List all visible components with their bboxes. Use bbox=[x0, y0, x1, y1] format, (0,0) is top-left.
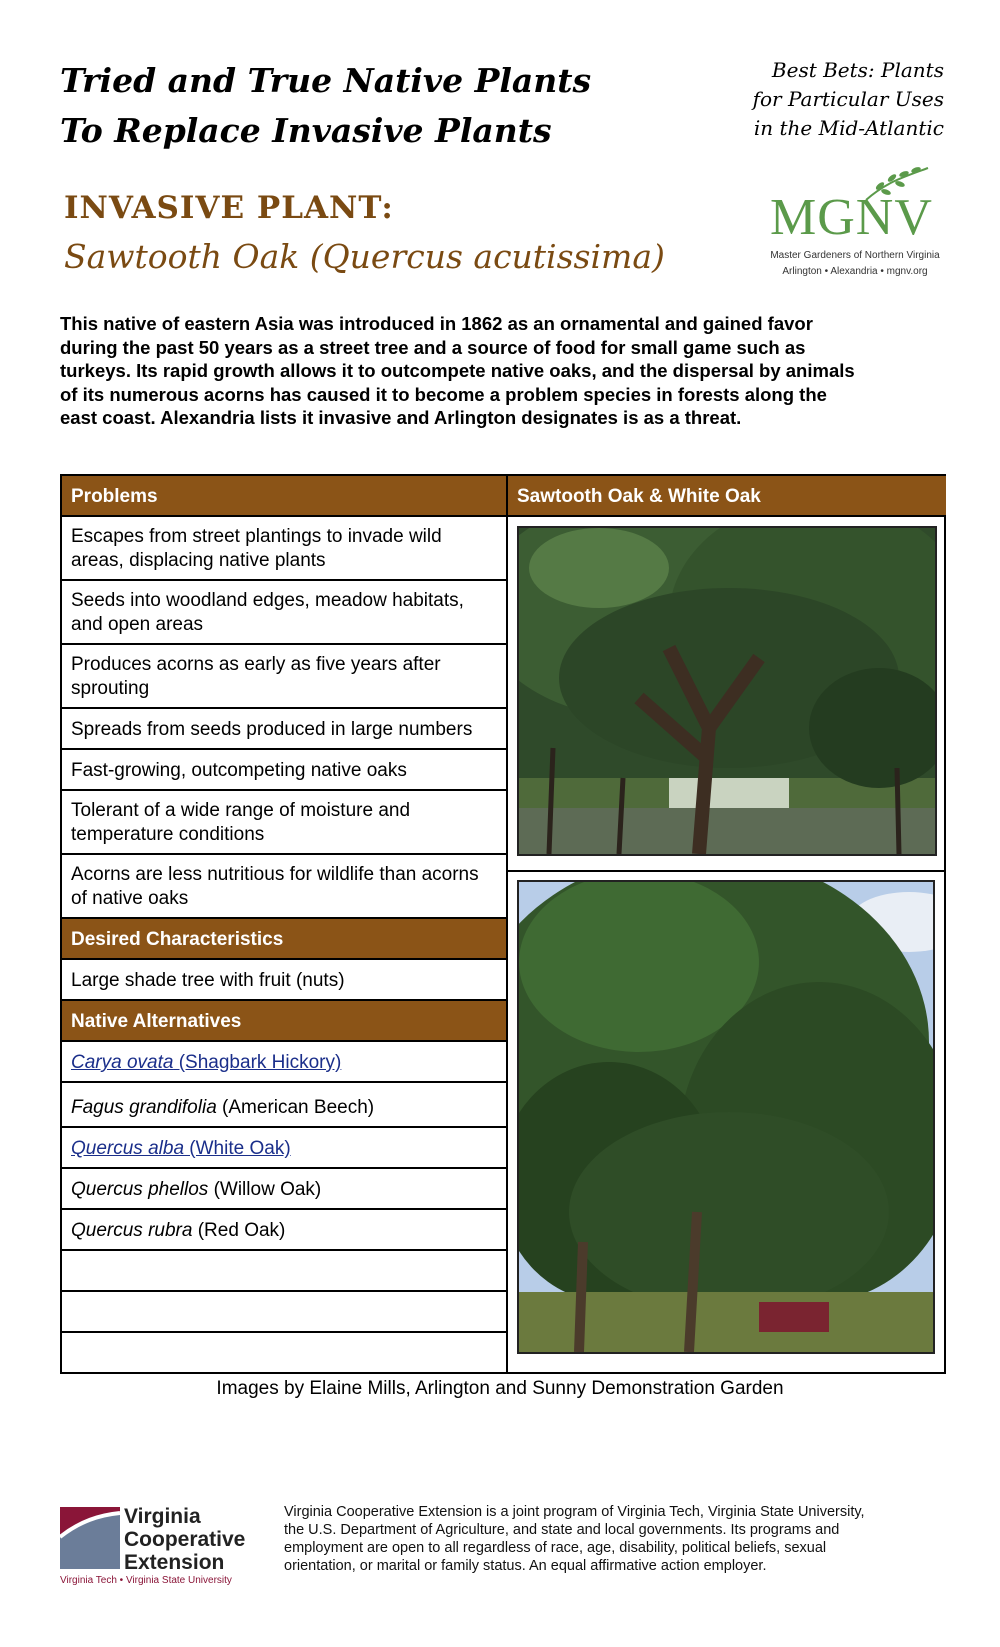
common-name: (Red Oak) bbox=[192, 1220, 286, 1241]
desired-characteristics-header: Desired Characteristics bbox=[62, 919, 506, 960]
latin-name: Quercus rubra bbox=[71, 1220, 193, 1241]
native-alternative-row bbox=[62, 1169, 506, 1210]
invasive-plant-name: Sawtooth Oak (Quercus acutissima) bbox=[64, 237, 665, 276]
problem-row: Escapes from street plantings to invade wild areas, displacing native plants bbox=[62, 517, 506, 581]
title-line-1: Tried and True Native Plants bbox=[60, 61, 592, 100]
mgnv-logo bbox=[760, 168, 950, 283]
empty-row bbox=[62, 1333, 506, 1374]
native-alternative-row bbox=[62, 1210, 506, 1251]
invasive-label: INVASIVE PLANT: bbox=[64, 190, 394, 226]
best-bets-line-2: for Particular Uses bbox=[752, 87, 944, 111]
latin-name: Quercus phellos bbox=[71, 1179, 209, 1200]
native-alternative-row bbox=[62, 1042, 506, 1083]
vce-logo-line-3: Extension bbox=[124, 1551, 225, 1574]
empty-row bbox=[62, 1251, 506, 1292]
photos-header: Sawtooth Oak & White Oak bbox=[508, 476, 946, 517]
image-credit-caption: Images by Elaine Mills, Arlington and Sunny Demonstration Garden bbox=[216, 1378, 784, 1399]
vce-logo-subtitle: Virginia Tech • Virginia State University bbox=[60, 1575, 232, 1586]
footer-disclaimer: Virginia Cooperative Extension is a joint program of Virginia Tech, Virginia State University, the U.S. Department of Agriculture, and state and local governments. Its programs and employment are open to all regardless of race, age, disability, political beliefs, sexual orientation, or marital or family status. An equal affirmative action employer. bbox=[284, 1504, 865, 1574]
mgnv-logo-text: MGNV bbox=[770, 189, 933, 246]
common-name: (Willow Oak) bbox=[208, 1179, 322, 1200]
intro-paragraph: This native of eastern Asia was introduced in 1862 as an ornamental and gained favor during the past 50 years as a street tree and a source of food for small game such as turkeys. Its rapid growth allows it to outcompete native oaks, and the dispersal by animals of its numerous acorns has caused it to become a problem species in forests along the east coast. Alexandria lists it invasive and Arlington designates is as a threat. bbox=[60, 313, 855, 428]
sawtooth-oak-photo bbox=[517, 526, 937, 856]
problem-row: Acorns are less nutritious for wildlife than acorns of native oaks bbox=[62, 855, 506, 919]
problem-row: Tolerant of a wide range of moisture and temperature conditions bbox=[62, 791, 506, 855]
latin-name: Fagus grandifolia bbox=[71, 1097, 217, 1118]
native-alternative-row bbox=[62, 1083, 506, 1128]
desired-characteristic-row: Large shade tree with fruit (nuts) bbox=[62, 960, 506, 1001]
page-title bbox=[60, 56, 700, 156]
title-line-2: To Replace Invasive Plants bbox=[60, 111, 552, 150]
vce-logo-text bbox=[124, 1505, 245, 1574]
empty-row bbox=[62, 1292, 506, 1333]
common-name: (American Beech) bbox=[216, 1097, 375, 1118]
problem-row: Produces acorns as early as five years after sprouting bbox=[62, 645, 506, 709]
problem-row: Seeds into woodland edges, meadow habitats, and open areas bbox=[62, 581, 506, 645]
problem-row: Spreads from seeds produced in large numbers bbox=[62, 709, 506, 750]
photo-divider bbox=[508, 870, 946, 872]
left-column bbox=[62, 476, 506, 1374]
native-alternative-link-carya-ovata[interactable] bbox=[71, 1052, 341, 1073]
best-bets-line-1: Best Bets: Plants bbox=[771, 58, 944, 82]
vce-logo-line-2: Cooperative bbox=[124, 1528, 246, 1551]
invasive-plant-heading bbox=[64, 188, 704, 286]
problem-row: Fast-growing, outcompeting native oaks bbox=[62, 750, 506, 791]
mgnv-logo-locations: Arlington • Alexandria • mgnv.org bbox=[782, 266, 928, 277]
problems-header: Problems bbox=[62, 476, 506, 517]
native-alternative-link-quercus-alba[interactable] bbox=[71, 1138, 291, 1159]
latin-name: Carya ovata bbox=[71, 1052, 174, 1073]
best-bets-line-3: in the Mid-Atlantic bbox=[753, 116, 944, 140]
vce-logo-line-1: Virginia bbox=[124, 1505, 201, 1528]
info-table bbox=[60, 474, 946, 1374]
native-alternatives-header: Native Alternatives bbox=[62, 1001, 506, 1042]
common-name: (White Oak) bbox=[184, 1138, 291, 1159]
native-alternative-row bbox=[62, 1128, 506, 1169]
best-bets-subtitle bbox=[684, 56, 944, 143]
white-oak-photo bbox=[517, 880, 935, 1354]
right-column bbox=[506, 476, 946, 1372]
vce-logo bbox=[60, 1505, 260, 1585]
mgnv-logo-subtitle: Master Gardeners of Northern Virginia bbox=[770, 250, 940, 261]
vce-logo-mark-icon bbox=[60, 1507, 120, 1569]
latin-name: Quercus alba bbox=[71, 1138, 185, 1159]
common-name: (Shagbark Hickory) bbox=[173, 1052, 342, 1073]
